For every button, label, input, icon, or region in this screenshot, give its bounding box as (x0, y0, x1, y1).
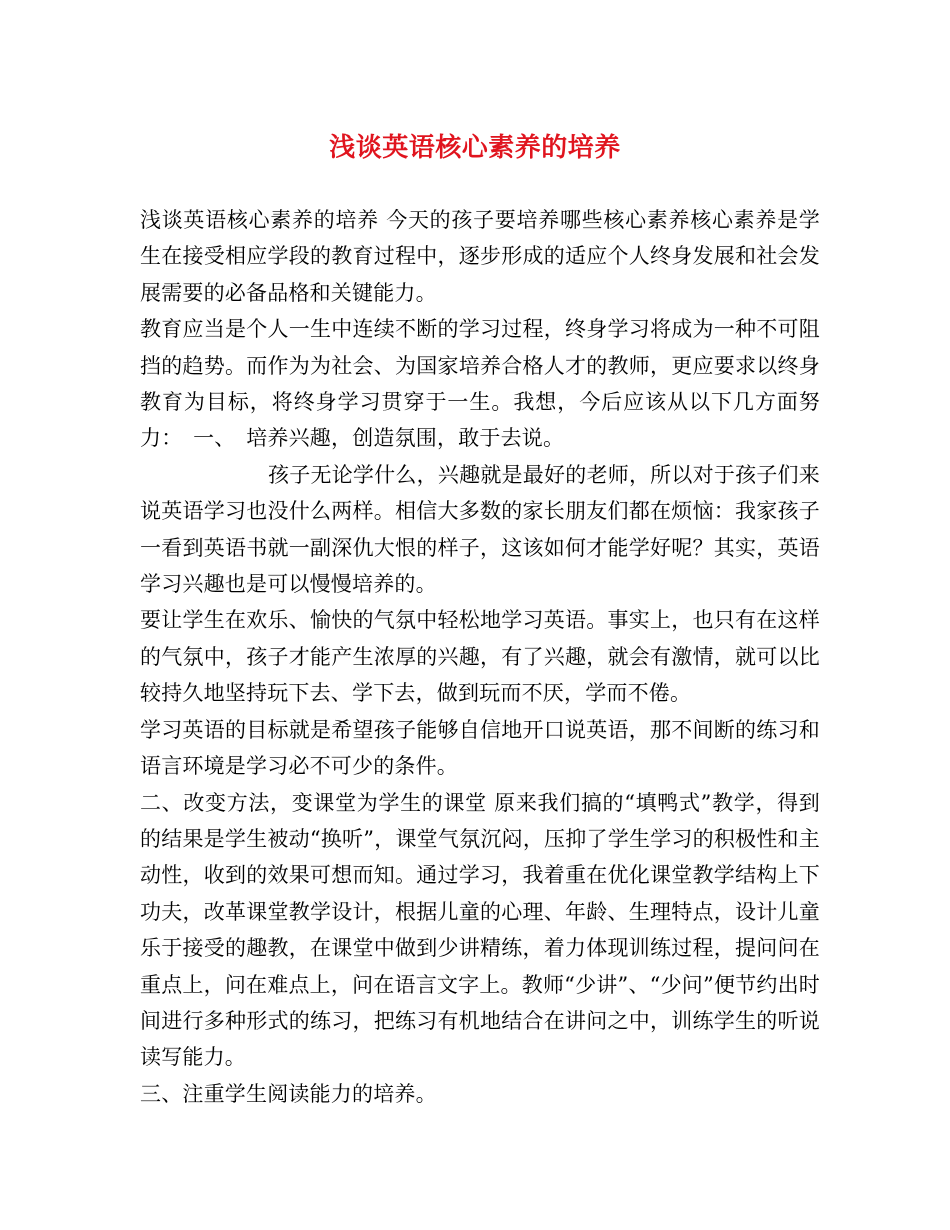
paragraph-intro: 浅谈英语核心素养的培养 今天的孩子要培养哪些核心素养核心素养是学生在接受相应学段的教育过程中，逐步形成的适应个人终身发展和社会发展需要的必备品格和关键能力。 (140, 208, 820, 305)
paragraph-goal: 学习英语的目标就是希望孩子能够自信地开口说英语，那不间断的练习和语言环境是学习必不可少的条件。 (140, 717, 820, 779)
document-body (140, 202, 820, 1112)
paragraph-atmosphere: 要让学生在欢乐、愉快的气氛中轻松地学习英语。事实上，也只有在这样的气氛中，孩子才能产生浓厚的兴趣，有了兴趣，就会有激情，就可以比较持久地坚持玩下去、学下去，做到玩而不厌，学而不倦。 (140, 608, 820, 706)
paragraph-reading: 三、注重学生阅读能力的培养。 (140, 1081, 437, 1106)
paragraph-method: 二、改变方法，变课堂为学生的课堂 原来我们搞的“填鸭式”教学，得到的结果是学生被动“换听”，课堂气氛沉闷，压抑了学生学习的积极性和主动性，收到的效果可想而知。通过学习，我着重在优化课堂教学结构上下功夫，改革课堂教学设计，根据儿童的心理、年龄、生理特点，设计儿童乐于接受的趣教，在课堂中做到少讲精练，着力体现训练过程，提问问在重点上，问在难点上，问在语言文字上。教师“少讲”、“少问”便节约出时间进行多种形式的练习，把练习有机地结合在讲问之中，训练学生的听说读写能力。 (140, 790, 820, 1070)
paragraph-lifelong-learning: 教育应当是个人一生中连续不断的学习过程，终身学习将成为一种不可阻挡的趋势。而作为为社会、为国家培养合格人才的教师，更应要求以终身教育为目标，将终身学习贯穿于一生。我想，今后应该从以下几方面努力： 一、 培养兴趣，创造氛围，敢于去说。 (140, 317, 820, 451)
document-title: 浅谈英语核心素养的培养 (329, 133, 621, 163)
paragraph-interest: 孩子无论学什么，兴趣就是最好的老师，所以对于孩子们来说英语学习也没什么两样。相信大多数的家长朋友们都在烦恼：我家孩子一看到英语书就一副深仇大恨的样子，这该如何才能学好呢？其实，英语学习兴趣也是可以慢慢培养的。 (140, 462, 820, 597)
